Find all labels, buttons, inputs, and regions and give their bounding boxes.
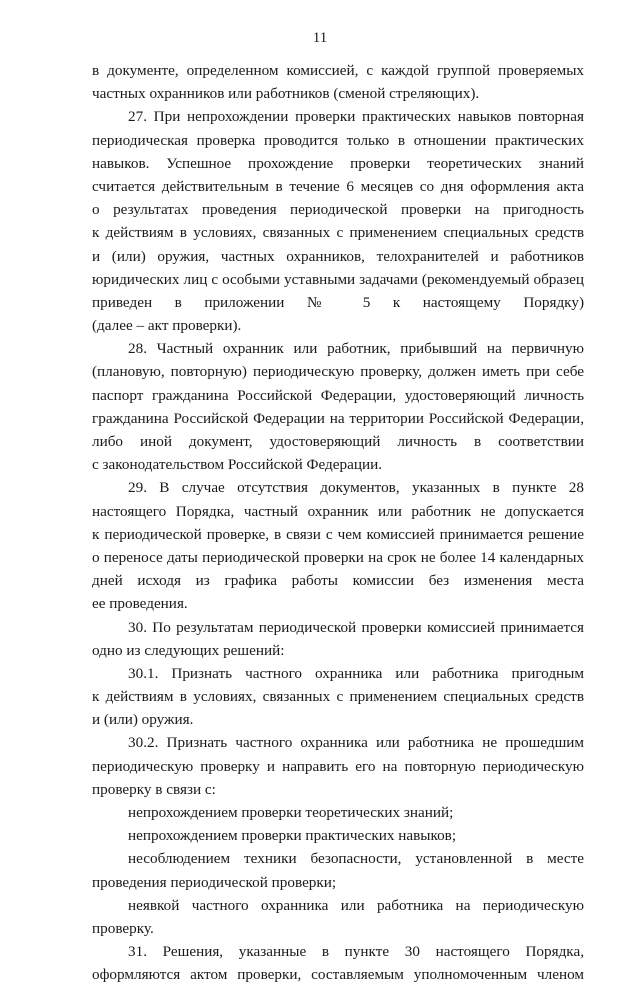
text-line: считается действительным в течение 6 месяцев со дня оформления акта <box>92 177 584 195</box>
text-line: ее проведения. <box>92 595 188 613</box>
text-line: к действиям в условиях, связанных с применением специальных средств <box>92 224 584 242</box>
text-line: 30.2. Признать частного охранника или работника не прошедшим <box>128 734 584 752</box>
text-line: и (или) оружия, частных охранников, телохранителей и работников <box>92 247 584 265</box>
text-line: паспорт гражданина Российской Федерации, удостоверяющий личность <box>92 386 584 404</box>
text-line: 31. Решения, указанные в пункте 30 настоящего Порядка, <box>128 943 584 961</box>
text-line: 29. В случае отсутствия документов, указанных в пункте 28 <box>128 479 584 497</box>
text-line: 30.1. Признать частного охранника или работника пригодным <box>128 664 584 682</box>
text-line: о результатах проведения периодической проверки на пригодность <box>92 201 584 219</box>
text-line: навыков. Успешное прохождение проверки теоретических знаний <box>92 154 584 172</box>
text-line: и (или) оружия. <box>92 711 194 729</box>
text-line: о переносе даты периодической проверки на срок не более 14 календарных <box>92 548 584 566</box>
text-line: юридических лиц с особыми уставными задачами (рекомендуемый образец <box>92 270 584 288</box>
text-line: приведен в приложении № 5 к настоящему Порядку) <box>92 293 584 311</box>
text-line: с законодательством Российской Федерации. <box>92 456 383 474</box>
text-line: 27. При непрохождении проверки практических навыков повторная <box>128 108 584 126</box>
text-line: 30. По результатам периодической проверки комиссией принимается <box>128 618 584 636</box>
text-line: проверку. <box>92 919 154 937</box>
text-line: в документе, определенном комиссией, с каждой группой проверяемых <box>92 62 584 79</box>
text-line: частных охранников или работников (сменой стреляющих). <box>92 85 480 103</box>
text-line: (далее – акт проверки). <box>92 317 242 335</box>
text-line: либо иной документ, удостоверяющий личность в соответствии <box>92 433 584 450</box>
document-body <box>92 59 584 987</box>
text-line: 28. Частный охранник или работник, прибывший на первичную <box>128 340 584 358</box>
text-line: неявкой частного охранника или работника на периодическую <box>128 896 584 914</box>
text-line: одно из следующих решений: <box>92 641 285 659</box>
text-line: оформляются актом проверки, составляемым уполномоченным членом <box>92 966 584 984</box>
text-line: дней исходя из графика работы комиссии без изменения места <box>92 572 584 590</box>
text-line: к периодической проверке, в связи с чем комиссией принимается решение <box>92 525 584 543</box>
text-line: несоблюдением техники безопасности, установленной в месте <box>128 850 584 868</box>
text-line: настоящего Порядка, частный охранник или работник не допускается <box>92 502 584 520</box>
text-line: непрохождением проверки теоретических знаний; <box>128 804 454 821</box>
text-line: проведения периодической проверки; <box>92 873 337 891</box>
text-line: к действиям в условиях, связанных с применением специальных средств <box>92 688 584 706</box>
text-line: гражданина Российской Федерации на территории Российской Федерации, <box>92 409 584 427</box>
text-line: непрохождением проверки практических навыков; <box>128 827 457 845</box>
text-line: периодическую проверку и направить его на повторную периодическую <box>92 757 584 775</box>
text-line: проверку в связи с: <box>92 780 216 798</box>
text-line: (плановую, повторную) периодическую проверку, должен иметь при себе <box>92 363 584 381</box>
text-line: периодическая проверка проводится только в отношении практических <box>92 131 584 149</box>
page-number: 11 <box>312 30 328 46</box>
